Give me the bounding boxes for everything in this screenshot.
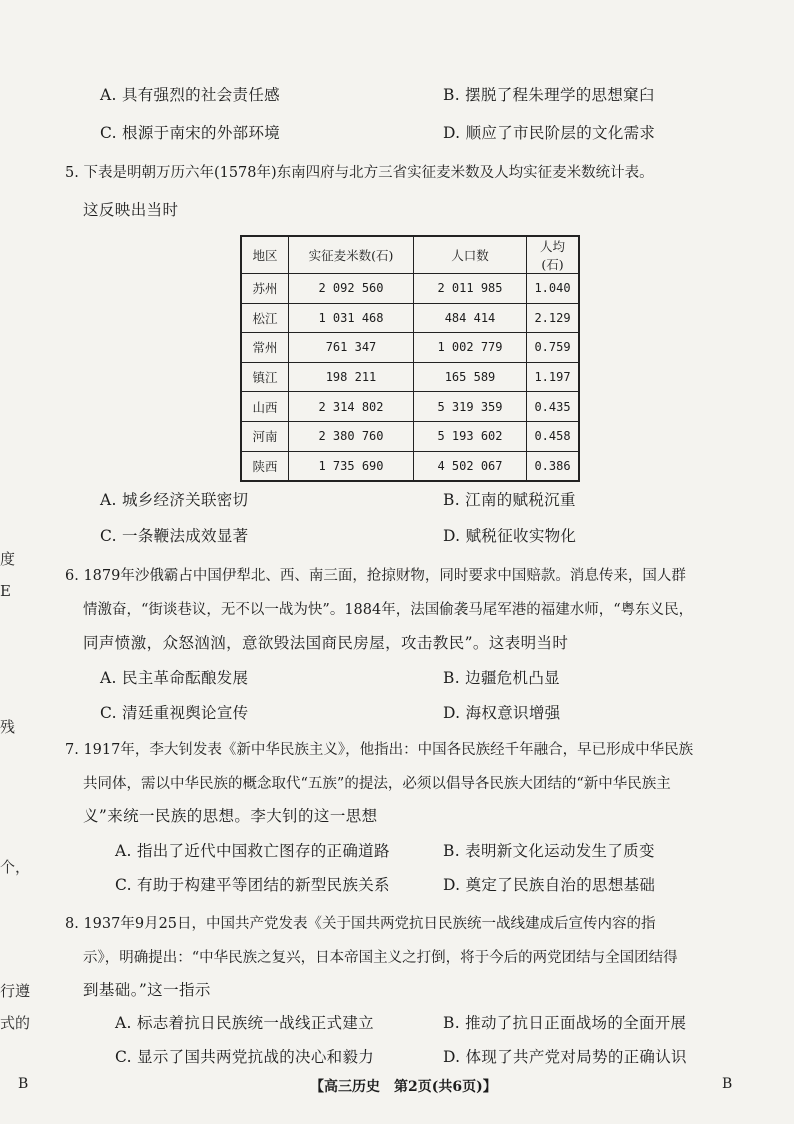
table-row (241, 421, 579, 451)
table-row (241, 451, 579, 481)
page-footer: 【高三历史 第2页(共6页)】 (310, 1079, 497, 1095)
table-header-row (241, 236, 579, 274)
table-row (241, 274, 579, 304)
table-cell-per-capita: 1.197 (527, 362, 580, 392)
table-header-cell: 实征麦米数(石) (289, 236, 414, 274)
table-row (241, 392, 579, 422)
table-cell-population: 1 002 779 (414, 333, 527, 363)
margin-fragment: 个， (0, 858, 31, 876)
q5-stem-line1: 5. 下表是明朝万历六年(1578年)东南四府与北方三省实征麦米数及人均实征麦米数统计表。 (65, 165, 654, 181)
table-cell-grain: 761 347 (289, 333, 414, 363)
margin-fragment: 式的 (0, 1014, 31, 1032)
q6-option-d: D. 海权意识增强 (443, 704, 561, 722)
margin-fragment: 度 (0, 550, 16, 568)
q8-option-a: A. 标志着抗日民族统一战线正式建立 (115, 1014, 374, 1032)
table-cell-region: 常州 (241, 333, 289, 363)
table-cell-population: 165 589 (414, 362, 527, 392)
q7-stem-line3: 义”来统一民族的思想。李大钊的这一思想 (83, 807, 378, 825)
q7-option-d: D. 奠定了民族自治的思想基础 (443, 876, 656, 894)
table-header-cell: 人均(石) (527, 236, 580, 274)
table-cell-grain: 1 735 690 (289, 451, 414, 481)
table-cell-per-capita: 0.759 (527, 333, 580, 363)
table-cell-region: 山西 (241, 392, 289, 422)
footer-version-right: B (722, 1076, 733, 1092)
table-cell-population: 2 011 985 (414, 274, 527, 304)
table-cell-population: 4 502 067 (414, 451, 527, 481)
table-row (241, 303, 579, 333)
q8-option-b: B. 推动了抗日正面战场的全面开展 (443, 1014, 687, 1032)
q5-option-b: B. 江南的赋税沉重 (443, 491, 576, 509)
table-header-cell: 地区 (241, 236, 289, 274)
margin-fragment: 行遵 (0, 982, 31, 1000)
table-cell-region: 松江 (241, 303, 289, 333)
table-cell-region: 河南 (241, 421, 289, 451)
table-cell-grain: 2 092 560 (289, 274, 414, 304)
q6-option-a: A. 民主革命酝酿发展 (100, 669, 249, 687)
q8-stem-line1: 8. 1937年9月25日，中国共产党发表《关于国共两党抗日民族统一战线建成后宣传内容的指 (65, 916, 656, 932)
margin-fragment: 残 (0, 718, 16, 736)
q4-option-c: C. 根源于南宋的外部环境 (100, 124, 281, 142)
q6-option-c: C. 清廷重视舆论宣传 (100, 704, 249, 722)
table-cell-per-capita: 0.386 (527, 451, 580, 481)
table-row (241, 333, 579, 363)
table-cell-region: 陕西 (241, 451, 289, 481)
q6-stem-line2: 情激奋，“街谈巷议，无不以一战为快”。1884年，法国偷袭马尾军港的福建水师，“粤东义民， (83, 602, 694, 618)
q7-stem-line1: 7. 1917年，李大钊发表《新中华民族主义》，他指出：中国各民族经千年融合，早已形成中华民族 (65, 742, 694, 758)
q8-option-d: D. 体现了共产党对局势的正确认识 (443, 1048, 687, 1066)
table-cell-per-capita: 2.129 (527, 303, 580, 333)
q7-option-a: A. 指出了近代中国救亡图存的正确道路 (115, 842, 390, 860)
table-cell-population: 5 319 359 (414, 392, 527, 422)
q7-option-c: C. 有助于构建平等团结的新型民族关系 (115, 876, 390, 894)
table-cell-region: 苏州 (241, 274, 289, 304)
q5-stem-line2: 这反映出当时 (83, 201, 179, 219)
table-cell-region: 镇江 (241, 362, 289, 392)
q8-stem-line3: 到基础。”这一指示 (83, 981, 211, 999)
table-cell-grain: 1 031 468 (289, 303, 414, 333)
footer-version-left: B (18, 1076, 29, 1092)
q4-option-b: B. 摆脱了程朱理学的思想窠臼 (443, 86, 655, 104)
q5-option-d: D. 赋税征收实物化 (443, 527, 577, 545)
q7-option-b: B. 表明新文化运动发生了质变 (443, 842, 655, 860)
q4-option-a: A. 具有强烈的社会责任感 (100, 86, 280, 104)
q7-stem-line2: 共同体，需以中华民族的概念取代“五族”的提法，必须以倡导各民族大团结的“新中华民族主 (83, 776, 671, 792)
q4-option-d: D. 顺应了市民阶层的文化需求 (443, 124, 656, 142)
q6-stem-line1: 6. 1879年沙俄霸占中国伊犁北、西、南三面，抢掠财物，同时要求中国赔款。消息传来，国人群 (65, 568, 686, 584)
table-cell-grain: 2 380 760 (289, 421, 414, 451)
table-cell-per-capita: 0.435 (527, 392, 580, 422)
q5-option-a: A. 城乡经济关联密切 (100, 491, 249, 509)
q5-option-c: C. 一条鞭法成效显著 (100, 527, 249, 545)
q8-stem-line2: 示》，明确提出：“中华民族之复兴，日本帝国主义之打倒，将于今后的两党团结与全国团结得 (83, 950, 678, 966)
table-cell-grain: 2 314 802 (289, 392, 414, 422)
table-cell-per-capita: 1.040 (527, 274, 580, 304)
table-cell-per-capita: 0.458 (527, 421, 580, 451)
q6-stem-line3: 同声愤激，众怒汹汹，意欲毁法国商民房屋，攻击教民”。这表明当时 (83, 634, 569, 652)
margin-fragment: E (0, 582, 11, 600)
table-row (241, 362, 579, 392)
q6-option-b: B. 边疆危机凸显 (443, 669, 560, 687)
table-header-cell: 人口数 (414, 236, 527, 274)
table-cell-population: 5 193 602 (414, 421, 527, 451)
table-cell-population: 484 414 (414, 303, 527, 333)
q5-data-table (240, 235, 580, 482)
table-cell-grain: 198 211 (289, 362, 414, 392)
q8-option-c: C. 显示了国共两党抗战的决心和毅力 (115, 1048, 375, 1066)
